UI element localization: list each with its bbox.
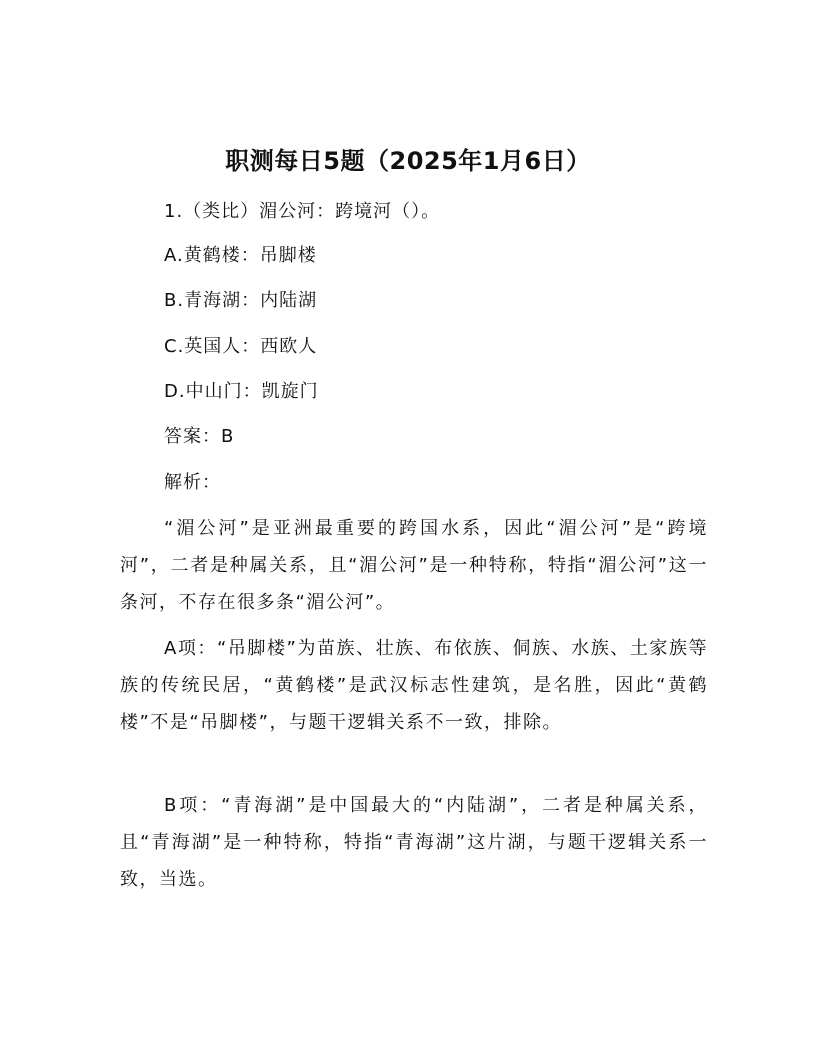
option-d: D.中山门：凯旋门: [164, 381, 319, 402]
question-text: 1.（类比）湄公河：跨境河（）。: [164, 201, 441, 222]
answer-text: 答案：B: [164, 426, 235, 447]
option-c: C.英国人：西欧人: [164, 336, 318, 357]
analysis-paragraph-intro: “湄公河”是亚洲最重要的跨国水系，因此“湄公河”是“跨境河”，二者是种属关系，且“湄公河”是一种特称，特指“湄公河”这一条河，不存在很多条“湄公河”。: [120, 518, 708, 613]
page-title: 职测每日5题（2025年1月6日）: [225, 147, 591, 175]
analysis-label: 解析：: [164, 472, 221, 493]
analysis-paragraph-option-a: A项：“吊脚楼”为苗族、壮族、布依族、侗族、水族、土家族等族的传统民居，“黄鹤楼”是武汉标志性建筑，是名胜，因此“黄鹤楼”不是“吊脚楼”，与题干逻辑关系不一致，排除。: [120, 638, 708, 733]
option-a: A.黄鹤楼：吊脚楼: [164, 245, 317, 266]
option-b: B.青海湖：内陆湖: [164, 290, 318, 311]
analysis-paragraph-option-b: B项：“青海湖”是中国最大的“内陆湖”，二者是种属关系，且“青海湖”是一种特称，特指“青海湖”这片湖，与题干逻辑关系一致，当选。: [120, 795, 708, 890]
